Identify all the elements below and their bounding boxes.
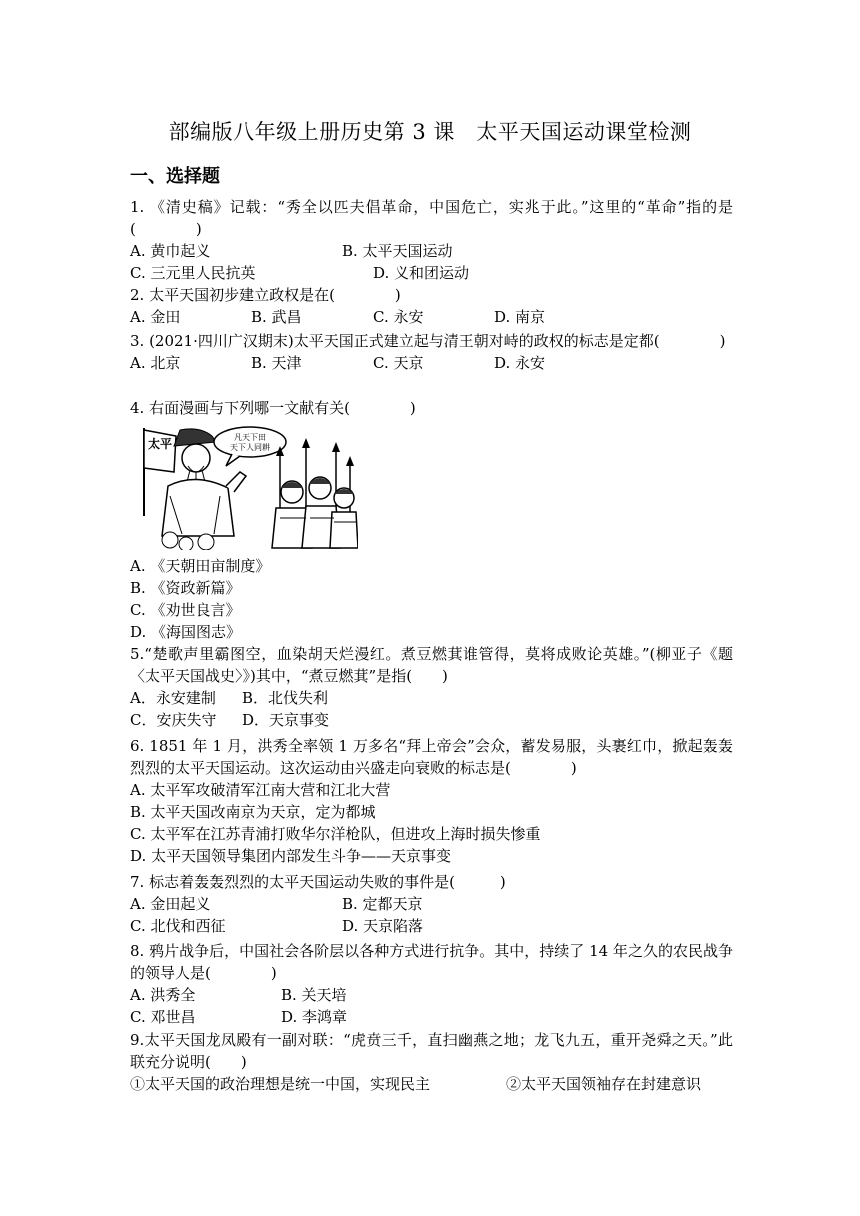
option-a: A. 《天朝田亩制度》 [130, 557, 271, 575]
question-stem: 9.太平天国龙凤殿有一副对联：“虎贲三千，直扫幽燕之地；龙飞九五，重开尧舜之天。”此联充分说明( ) [130, 1031, 733, 1071]
option-b: B. 天津 [251, 354, 302, 372]
question-8 [130, 940, 733, 1028]
question-9 [130, 1029, 733, 1095]
question-4 [130, 397, 733, 419]
option-b: B. 太平天国运动 [342, 242, 453, 260]
option-a: A. 太平军攻破清军江南大营和江北大营 [130, 781, 391, 799]
section-heading: 一、选择题 [130, 166, 220, 187]
option-d: D. 南京 [494, 308, 546, 326]
option-a: A. 金田 [130, 308, 181, 326]
option-a: A. 北京 [130, 354, 181, 372]
option-row [130, 709, 733, 731]
option-d: D. 《海国图志》 [130, 623, 242, 641]
option-row [130, 893, 733, 915]
option-d: D. 天京陷落 [342, 917, 424, 935]
question-6 [130, 735, 733, 867]
statement-1: ①太平天国的政治理想是统一中国，实现民主 [130, 1075, 431, 1093]
option-b: B．北伐失利 [242, 689, 329, 707]
option-row [130, 687, 733, 709]
option-a: A. 黄巾起义 [130, 242, 211, 260]
option-d: D. 永安 [494, 354, 546, 372]
option-c: C. 天京 [373, 354, 424, 372]
option-d: D．天京事变 [242, 711, 330, 729]
option-row [130, 240, 733, 262]
question-stem: 7. 标志着轰轰烈烈的太平天国运动失败的事件是( ) [130, 873, 506, 891]
question-stem: 4. 右面漫画与下列哪一文献有关( ) [130, 399, 416, 417]
option-row [130, 915, 733, 937]
option-c: C. 太平军在江苏青浦打败华尔洋枪队，但进攻上海时损失惨重 [130, 825, 541, 843]
question-2 [130, 284, 733, 328]
question-5 [130, 643, 733, 731]
cartoon-illustration [130, 426, 358, 550]
option-b: B. 太平天国改南京为天京，定为都城 [130, 803, 376, 821]
option-c: C. 三元里人民抗英 [130, 264, 256, 282]
option-b: B. 武昌 [251, 308, 302, 326]
option-b: B. 关天培 [281, 986, 347, 1004]
statement-2: ②太平天国领袖存在封建意识 [506, 1075, 702, 1093]
option-c: C．安庆失守 [130, 711, 217, 729]
option-c: C. 《劝世良言》 [130, 601, 241, 619]
option-a: A．永安建制 [130, 689, 216, 707]
option-c: C. 邓世昌 [130, 1008, 196, 1026]
option-a: A. 金田起义 [130, 895, 211, 913]
question-4-options [130, 555, 733, 643]
option-d: D. 义和团运动 [373, 264, 470, 282]
option-d: D. 李鸿章 [281, 1008, 348, 1026]
cartoon-flag-text: 太平 [148, 437, 173, 451]
option-c: C. 永安 [373, 308, 424, 326]
option-a: A. 洪秀全 [130, 986, 196, 1004]
option-row [130, 1073, 733, 1095]
option-row [130, 262, 733, 284]
page-title: 部编版八年级上册历史第 3 课 太平天国运动课堂检测 [168, 120, 692, 144]
cartoon-bubble-line-1: 凡天下田 [234, 433, 266, 442]
question-stem: 2. 太平天国初步建立政权是在( ) [130, 286, 401, 304]
question-stem: 8. 鸦片战争后，中国社会各阶层以各种方式进行抗争。其中，持续了 14 年之久的农民战争的领导人是( ) [130, 942, 733, 982]
option-d: D. 太平天国领导集团内部发生斗争——天京事变 [130, 847, 452, 865]
question-1 [130, 196, 733, 284]
option-b: B. 定都天京 [342, 895, 423, 913]
option-row [130, 984, 733, 1006]
option-row [130, 1006, 733, 1028]
option-c: C. 北伐和西征 [130, 917, 226, 935]
question-stem: 3. (2021·四川广汉期末)太平天国正式建立起与清王朝对峙的政权的标志是定都( ) [130, 332, 726, 350]
question-7 [130, 871, 733, 937]
question-stem: 5.“楚歌声里霸图空，血染胡天烂漫红。煮豆燃萁谁管得，莫将成败论英雄。”(柳亚子《题〈太平天国战史〉》)其中，“煮豆燃萁”是指( ) [130, 645, 733, 685]
option-row [130, 352, 733, 374]
option-row [130, 306, 733, 328]
option-b: B. 《资政新篇》 [130, 579, 241, 597]
question-3 [130, 330, 733, 374]
question-stem: 6. 1851 年 1 月，洪秀全率领 1 万多名“拜上帝会”会众，蓄发易服，头裹红巾，掀起轰轰烈烈的太平天国运动。这次运动由兴盛走向衰败的标志是( ) [130, 737, 733, 777]
question-stem: 1. 《清史稿》记载：“秀全以匹夫倡革命，中国危亡，实兆于此。”这里的“革命”指的是( ) [130, 198, 733, 238]
cartoon-bubble-line-2: 天下人同耕 [230, 443, 270, 452]
